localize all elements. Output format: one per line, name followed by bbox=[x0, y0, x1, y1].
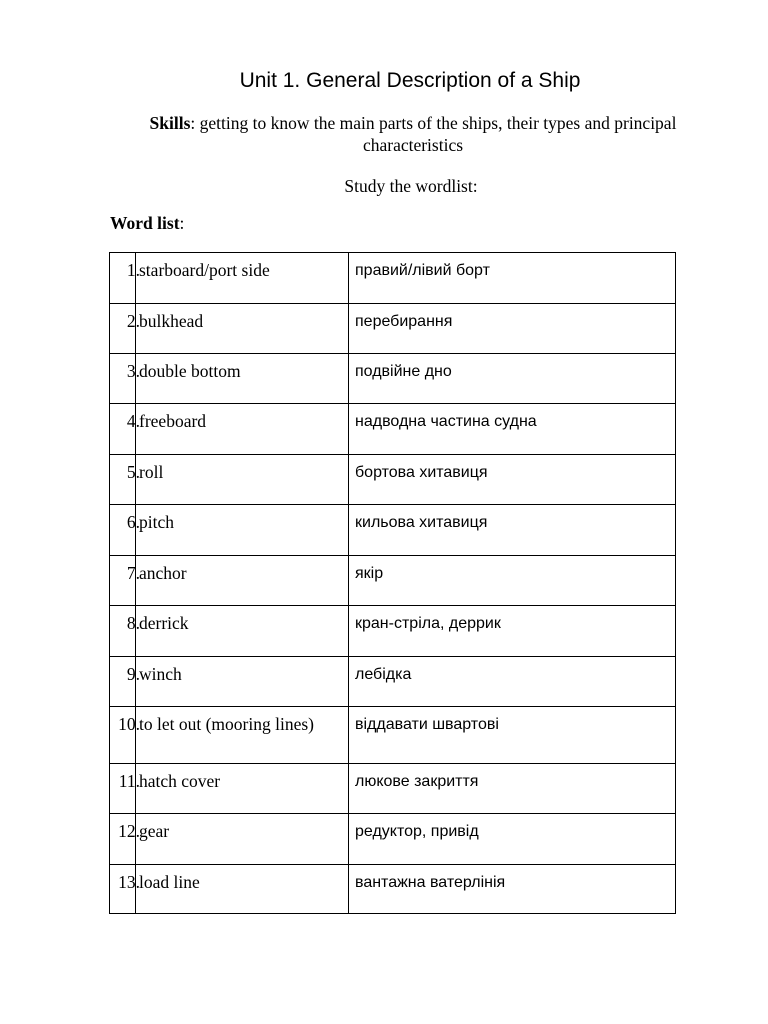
table-row bbox=[110, 813, 675, 864]
translation-cell: редуктор, привід bbox=[355, 823, 479, 840]
row-number: 12. bbox=[118, 821, 140, 841]
row-number: 11. bbox=[118, 771, 140, 791]
row-number: 5. bbox=[126, 462, 140, 482]
row-number: 10. bbox=[118, 714, 140, 734]
translation-cell: вантажна ватерлінія bbox=[355, 874, 506, 891]
translation-cell: люкове закриття bbox=[355, 773, 479, 790]
row-number: 13. bbox=[118, 872, 140, 892]
term-cell: gear bbox=[139, 821, 170, 841]
translation-cell: правий/лівий борт bbox=[355, 262, 490, 279]
table-row bbox=[110, 253, 675, 304]
term-cell: freeboard bbox=[139, 411, 207, 431]
column-divider bbox=[135, 253, 136, 913]
page-title: Unit 1. General Description of a Ship bbox=[239, 69, 581, 92]
term-cell: to let out (mooring lines) bbox=[139, 714, 314, 734]
term-cell: anchor bbox=[139, 563, 187, 583]
term-cell: load line bbox=[139, 872, 200, 892]
table-row bbox=[110, 706, 675, 763]
row-number: 8. bbox=[126, 613, 140, 633]
term-cell: bulkhead bbox=[139, 311, 204, 331]
wordlist-label: Word list bbox=[110, 213, 180, 233]
table-row bbox=[110, 864, 675, 913]
translation-cell: надводна частина судна bbox=[355, 413, 537, 430]
term-cell: double bottom bbox=[139, 361, 241, 381]
row-number: 6. bbox=[126, 512, 140, 532]
wordlist-table bbox=[109, 252, 676, 914]
table-row bbox=[110, 504, 675, 555]
translation-cell: кильова хитавиця bbox=[355, 514, 488, 531]
row-number: 3. bbox=[126, 361, 140, 381]
wordlist-colon: : bbox=[179, 213, 185, 233]
row-number: 9. bbox=[126, 664, 140, 684]
skills-text: : getting to know the main parts of the ships, their types and principal characteristics bbox=[190, 113, 677, 155]
column-divider bbox=[348, 253, 349, 913]
table-row bbox=[110, 353, 675, 404]
term-cell: winch bbox=[139, 664, 182, 684]
table-row bbox=[110, 605, 675, 656]
translation-cell: подвійне дно bbox=[355, 363, 452, 380]
row-number: 1. bbox=[126, 260, 140, 280]
row-number: 7. bbox=[126, 563, 140, 583]
term-cell: roll bbox=[139, 462, 164, 482]
table-row bbox=[110, 403, 675, 454]
row-number: 2. bbox=[126, 311, 140, 331]
term-cell: hatch cover bbox=[139, 771, 221, 791]
term-cell: derrick bbox=[139, 613, 189, 633]
table-row bbox=[110, 303, 675, 354]
table-row bbox=[110, 763, 675, 814]
term-cell: pitch bbox=[139, 512, 174, 532]
study-instruction: Study the wordlist: bbox=[344, 176, 478, 196]
table-row bbox=[110, 555, 675, 606]
translation-cell: перебирання bbox=[355, 313, 453, 330]
row-number: 4. bbox=[126, 411, 140, 431]
translation-cell: кран-стріла, деррик bbox=[355, 615, 501, 632]
term-cell: starboard/port side bbox=[139, 260, 270, 280]
skills-label: Skills bbox=[149, 113, 191, 133]
table-row bbox=[110, 656, 675, 707]
translation-cell: віддавати швартові bbox=[355, 716, 499, 733]
wordlist-heading bbox=[110, 212, 184, 234]
translation-cell: якір bbox=[355, 565, 384, 582]
translation-cell: бортова хитавиця bbox=[355, 464, 488, 481]
table-row bbox=[110, 454, 675, 505]
translation-cell: лебідка bbox=[355, 666, 412, 683]
skills-paragraph bbox=[118, 112, 708, 156]
